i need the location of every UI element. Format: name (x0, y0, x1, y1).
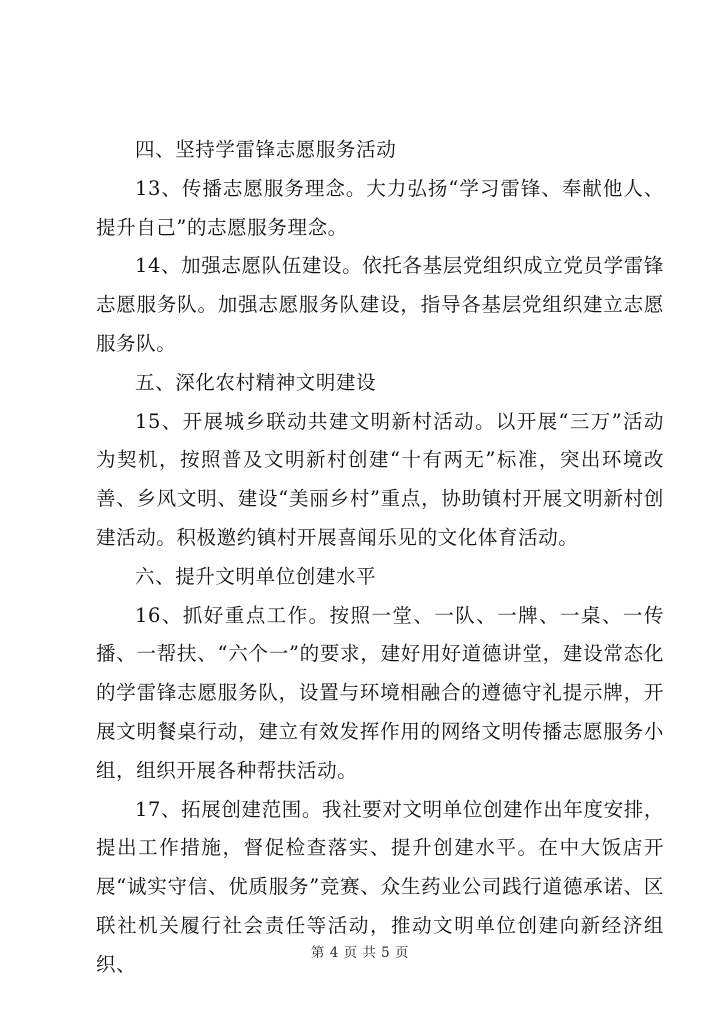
paragraph-16: 16、抓好重点工作。按照一堂、一队、一牌、一桌、一传播、一帮扶、“六个一”的要求，建好用好道德讲堂，建设常态化的学雷锋志愿服务队，设置与环境相融合的遵德守礼提示牌，开展文明餐桌行动，建立有效发挥作用的网络文明传播志愿服务小组，组织开展各种帮扶活动。 (96, 603, 664, 782)
page-footer: 第 4 页 共 5 页 (310, 945, 410, 961)
paragraph-15: 15、开展城乡联动共建文明新村活动。以开展“三万”活动为契机，按照普及文明新村创建“十有两无”标准，突出环境改善、乡风文明、建设“美丽乡村”重点，协助镇村开展文明新村创建活动。积极邀约镇村开展喜闻乐见的文化体育活动。 (96, 409, 664, 549)
document-body (96, 131, 664, 985)
paragraph-13: 13、传播志愿服务理念。大力弘扬“学习雷锋、奉献他人、提升自己”的志愿服务理念。 (96, 176, 664, 239)
section-heading-five: 五、深化农村精神文明建设 (135, 370, 377, 394)
section-heading-six: 六、提升文明单位创建水平 (135, 564, 377, 588)
section-heading-four: 四、坚持学雷锋志愿服务活动 (135, 138, 397, 161)
paragraph-14: 14、加强志愿队伍建设。依托各基层党组织成立党员学雷锋志愿服务队。加强志愿服务队建设，指导各基层党组织建立志愿服务队。 (96, 254, 664, 355)
paragraph-17: 17、拓展创建范围。我社要对文明单位创建作出年度安排，提出工作措施，督促检查落实、提升创建水平。在中大饭店开展“诚实守信、优质服务”竞赛、众生药业公司践行道德承诺、区联社机关履行社会责任等活动，推动文明单位创建向新经济组织、 (96, 797, 664, 976)
